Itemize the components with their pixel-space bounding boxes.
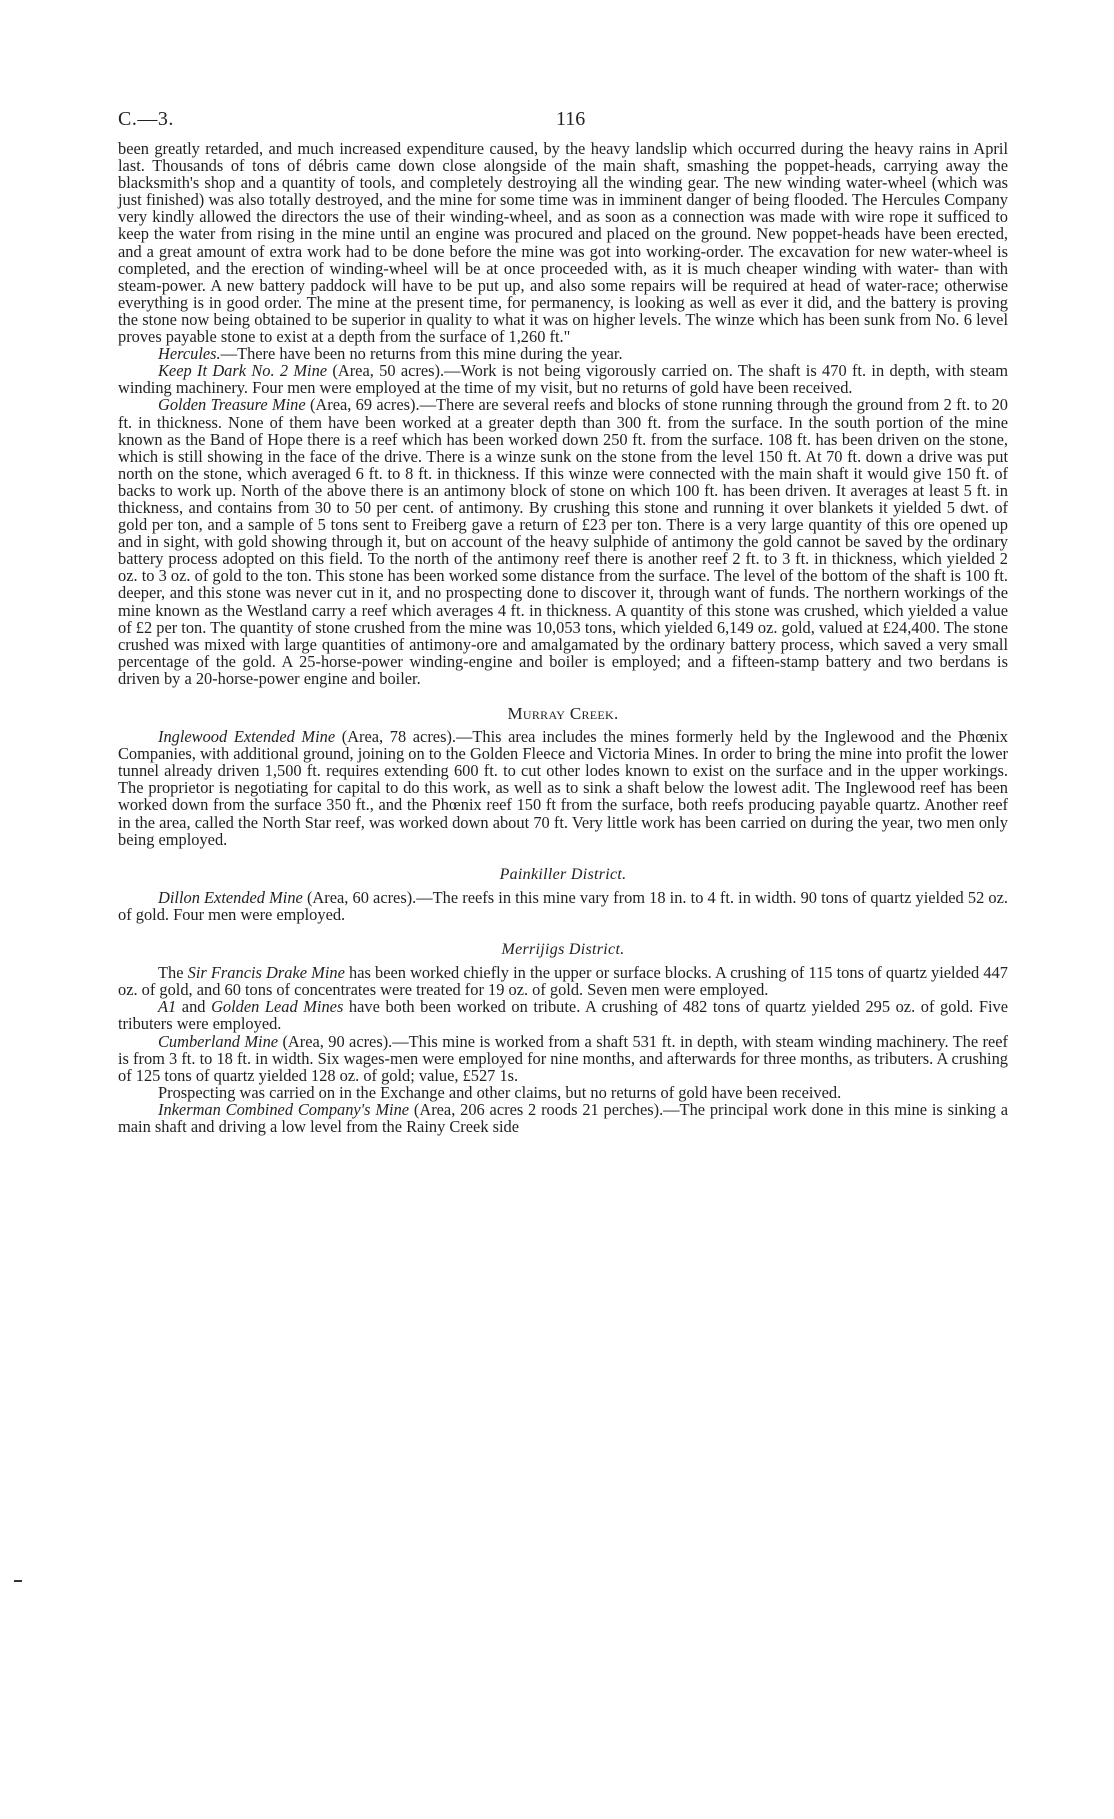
mine-name: Dillon Extended Mine <box>158 887 303 907</box>
mine-name: Cumberland Mine <box>158 1031 279 1051</box>
paragraph-golden-treasure <box>118 396 1008 687</box>
paragraph-text: —There have been no returns from this mine during the year. <box>220 344 623 364</box>
paragraph-prospecting: Prospecting was carried on in the Exchange and other claims, but no returns of gold have been received. <box>158 1082 842 1102</box>
paragraph-text: The <box>158 963 188 983</box>
paragraph-continued: been greatly retarded, and much increased expenditure caused, by the heavy landslip which occurred during the heavy rains in April last. Thousands of tons of débris came down close alongside of the main shaft, smashing the poppet-heads, carrying away the blacksmith's shop and a quantity of tools, and completely destroying all the winding gear. The new winding water-wheel (which was just finished) was also totally destroyed, and the mine for some time was in imminent danger of being flooded. The Hercules Company very kindly allowed the directors the use of their winding-wheel, and as soon as a connection was made with wire rope it sufficed to keep the water from rising in the mine until an engine was procured and placed on the ground. New poppet-heads have been erected, and a great amount of extra work had to be done before the mine was got into working-order. The excavation for new water-wheel is completed, and the erection of winding-wheel will be at once proceeded with, as it is much cheaper winding with water- than with steam-power. A new battery paddock will have to be put up, and also some repairs will be required at head of water-race; otherwise everything is in good order. The mine at the present time, for permanency, is looking as well as ever it did, and the battery is proving the stone now being obtained to be superior in quality to what it was on higher levels. The winze which has been sunk from No. 6 level proves payable stone to exist at a depth from the surface of 1,260 ft." <box>118 139 1008 347</box>
paragraph-text: and <box>176 997 212 1017</box>
paragraph-text: (Area, 50 acres).—Work is not being vigorously carried on. The shaft is 470 ft. in depth, with steam winding machinery. Four men were employed at the time of my visit, but no returns of gold have been received. <box>118 361 1008 398</box>
paragraph-text: (Area, 206 acres 2 roods 21 perches).—The principal work done in this mine is sinking a main shaft and driving a low level from the Rainy Creek side <box>118 1099 1008 1136</box>
paragraph-text: (Area, 78 acres).—This area includes the mines formerly held by the Inglewood and the Phœnix Companies, with additional ground, joining on to the Golden Fleece and Victoria Mines. In order to bring the mine into profit the lower tunnel already driven 1,500 ft. requires extending 600 ft. to cut other lodes known to exist on the surface and in the upper workings. The proprietor is negotiating for capital to do this work, as well as to sink a shaft below the lowest adit. The Inglewood reef has been worked down from the surface 350 ft., and the Phœnix reef 150 ft from the surface, both reefs producing payable quartz. Another reef in the area, called the North Star reef, was worked down about 70 ft. Very little work has been carried on during the year, two men only being employed. <box>118 727 1008 849</box>
paragraph-text: (Area, 69 acres).—There are several reefs and blocks of stone running through the ground from 2 ft. to 20 ft. in thickness. None of them have been worked at a greater depth than 300 ft. from the surface. In the south portion of the mine known as the Band of Hope there is a reef which has been worked down 250 ft. from the surface. 108 ft. has been driven on the stone, which is still showing in the face of the drive. There is a winze sunk on the stone from the level 150 ft. At 70 ft. down a drive was put north on the stone, which averaged 6 ft. to 8 ft. in thickness. If this winze were connected with the main shaft it would give 150 ft. of backs to work up. North of the above there is an antimony block of stone on which 100 ft. has been driven. It averages at least 5 ft. in thickness, and contains from 30 to 50 per cent. of antimony. By crushing this stone and running it over blankets it yielded 5 dwt. of gold per ton, and a sample of 5 tons sent to Freiberg gave a return of £23 per ton. There is a very large quantity of this ore opened up and in sight, with gold showing through it, but on account of the heavy sulphide of antimony the gold cannot be saved by the ordinary battery process adopted on this field. To the north of the antimony reef there is another reef 2 ft. to 3 ft. in thickness, which yielded 2 oz. to 3 oz. of gold to the ton. This stone has been worked some distance from the surface. The level of the bottom of the shaft is 100 ft. deeper, and this stone was never cut in it, and no prospecting done to discover it, through want of funds. The northern workings of the mine known as the Westland carry a reef which averages 4 ft. in thickness. A quantity of this stone was crushed, which yielded a value of £2 per ton. The quantity of stone crushed from the mine was 10,053 tons, which yielded 6,149 oz. gold, valued at £24,400. The stone crushed was mixed with large quantities of antimony-ore and amalgamated by the ordinary battery process, which saved a very small percentage of the gold. A 25-horse-power winding-engine and boiler is employed; and a fifteen-stamp battery and two berdans is driven by a 20-horse-power engine and boiler. <box>118 395 1008 688</box>
mine-name: Sir Francis Drake Mine <box>187 963 345 983</box>
body-text <box>118 140 1008 1135</box>
paragraph-dillon <box>118 889 1008 923</box>
paragraph-text: (Area, 60 acres).—The reefs in this mine vary from 18 in. to 4 ft. in width. 90 tons of quartz yielded 52 oz. of gold. Four men were employed. <box>118 887 1008 924</box>
paragraph-a1-golden-lead <box>118 998 1008 1032</box>
margin-mark <box>14 1580 22 1582</box>
mine-name: Golden Lead Mines <box>211 997 344 1017</box>
paragraph-keep-it-dark <box>118 362 1008 396</box>
page-number: 116 <box>556 108 586 130</box>
paragraph-text: have both been worked on tribute. A crushing of 482 tons of quartz yielded 295 oz. of gold. Five tributers were employed. <box>118 997 1008 1034</box>
document-page <box>118 100 1008 1135</box>
mine-name: Golden Treasure Mine <box>158 395 306 415</box>
paragraph-cumberland <box>118 1033 1008 1084</box>
paragraph-inkerman <box>118 1101 1008 1135</box>
mine-name: Inkerman Combined Company's Mine <box>158 1099 410 1119</box>
section-heading-painkiller: Painkiller District. <box>499 865 627 883</box>
mine-name: A1 <box>158 997 177 1017</box>
report-reference: C.—3. <box>118 108 174 130</box>
page-header <box>118 100 1008 140</box>
section-heading-merrijigs: Merrijigs District. <box>501 941 625 959</box>
paragraph-sir-francis-drake <box>118 964 1008 998</box>
mine-name: Inglewood Extended Mine <box>158 727 336 747</box>
mine-name: Keep It Dark No. 2 Mine <box>158 361 328 381</box>
paragraph-inglewood <box>118 728 1008 848</box>
section-heading-murray-creek: Murray Creek. <box>507 704 619 723</box>
paragraph-text: (Area, 90 acres).—This mine is worked from a shaft 531 ft. in depth, with steam winding machinery. The reef is from 3 ft. to 18 ft. in width. Six wages-men were employed for nine months, and afterwards for three months, as tributers. A crushing of 125 tons of quartz yielded 128 oz. of gold; value, £527 1s. <box>118 1031 1009 1085</box>
mine-name: Hercules. <box>158 344 221 364</box>
paragraph-text: has been worked chiefly in the upper or surface blocks. A crushing of 115 tons of quartz yielded 447 oz. of gold, and 60 tons of concentrates were treated for 19 oz. of gold. Seven men were employed. <box>118 963 1008 1000</box>
paragraph-hercules <box>118 345 1008 362</box>
